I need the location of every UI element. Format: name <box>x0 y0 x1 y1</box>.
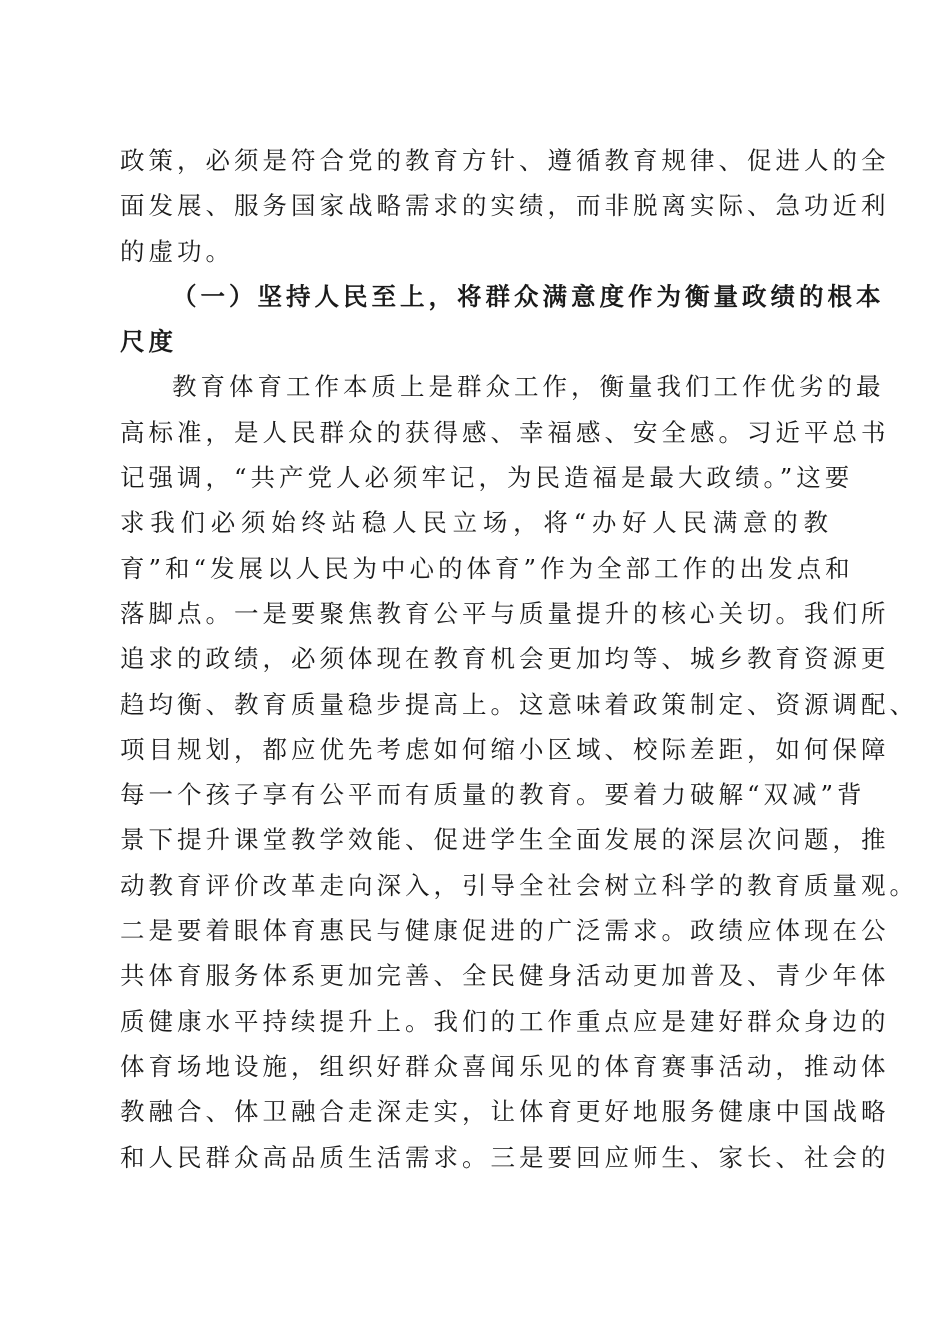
text-line: 高标准，是人民群众的获得感、幸福感、安全感。习近平总书 <box>120 417 890 447</box>
text-line: 教融合、体卫融合走深走实，让体育更好地服务健康中国战略 <box>120 1097 890 1127</box>
intro-paragraph <box>120 138 890 274</box>
text-line: 追求的政绩，必须体现在教育机会更加均等、城乡教育资源更 <box>120 644 890 674</box>
heading-line: （一）坚持人民至上，将群众满意度作为衡量政绩的根本 <box>172 281 885 311</box>
text-line: 教育体育工作本质上是群众工作，衡量我们工作优劣的最 <box>172 372 885 402</box>
text-line: 记强调，“共产党人必须牢记，为民造福是最大政绩。”这要 <box>120 463 854 493</box>
text-line: 共体育服务体系更加完善、全民健身活动更加普及、青少年体 <box>120 961 890 991</box>
text-line: 落脚点。一是要聚焦教育公平与质量提升的核心关切。我们所 <box>120 598 890 628</box>
text-line: 政策，必须是符合党的教育方针、遵循教育规律、促进人的全 <box>120 146 890 175</box>
text-line: 项目规划，都应优先考虑如何缩小区域、校际差距，如何保障 <box>120 734 890 764</box>
section-heading <box>120 274 885 365</box>
text-line: 面发展、服务国家战略需求的实绩，而非脱离实际、急功近利 <box>120 191 890 221</box>
text-line: 二是要着眼体育惠民与健康促进的广泛需求。政绩应体现在公 <box>120 916 890 946</box>
text-line: 动教育评价改革走向深入，引导全社会树立科学的教育质量观。 <box>120 870 918 900</box>
heading-line: 尺度 <box>120 327 177 357</box>
text-line: 育”和“发展以人民为中心的体育”作为全部工作的出发点和 <box>120 553 854 583</box>
text-line: 每一个孩子享有公平而有质量的教育。要着力破解“双减”背 <box>120 780 866 810</box>
text-line: 体育场地设施，组织好群众喜闻乐见的体育赛事活动，推动体 <box>120 1051 890 1081</box>
text-line: 趋均衡、教育质量稳步提高上。这意味着政策制定、资源调配、 <box>120 689 918 719</box>
text-line: 的虚功。 <box>120 236 234 266</box>
text-line: 质健康水平持续提升上。我们的工作重点应是建好群众身边的 <box>120 1006 890 1036</box>
body-paragraph <box>120 364 918 1179</box>
text-line: 和人民群众高品质生活需求。三是要回应师生、家长、社会的 <box>120 1142 890 1172</box>
text-line: 景下提升课堂教学效能、促进学生全面发展的深层次问题，推 <box>120 825 890 855</box>
document-body <box>120 138 918 1180</box>
text-line: 求我们必须始终站稳人民立场，将“办好人民满意的教 <box>120 508 832 538</box>
